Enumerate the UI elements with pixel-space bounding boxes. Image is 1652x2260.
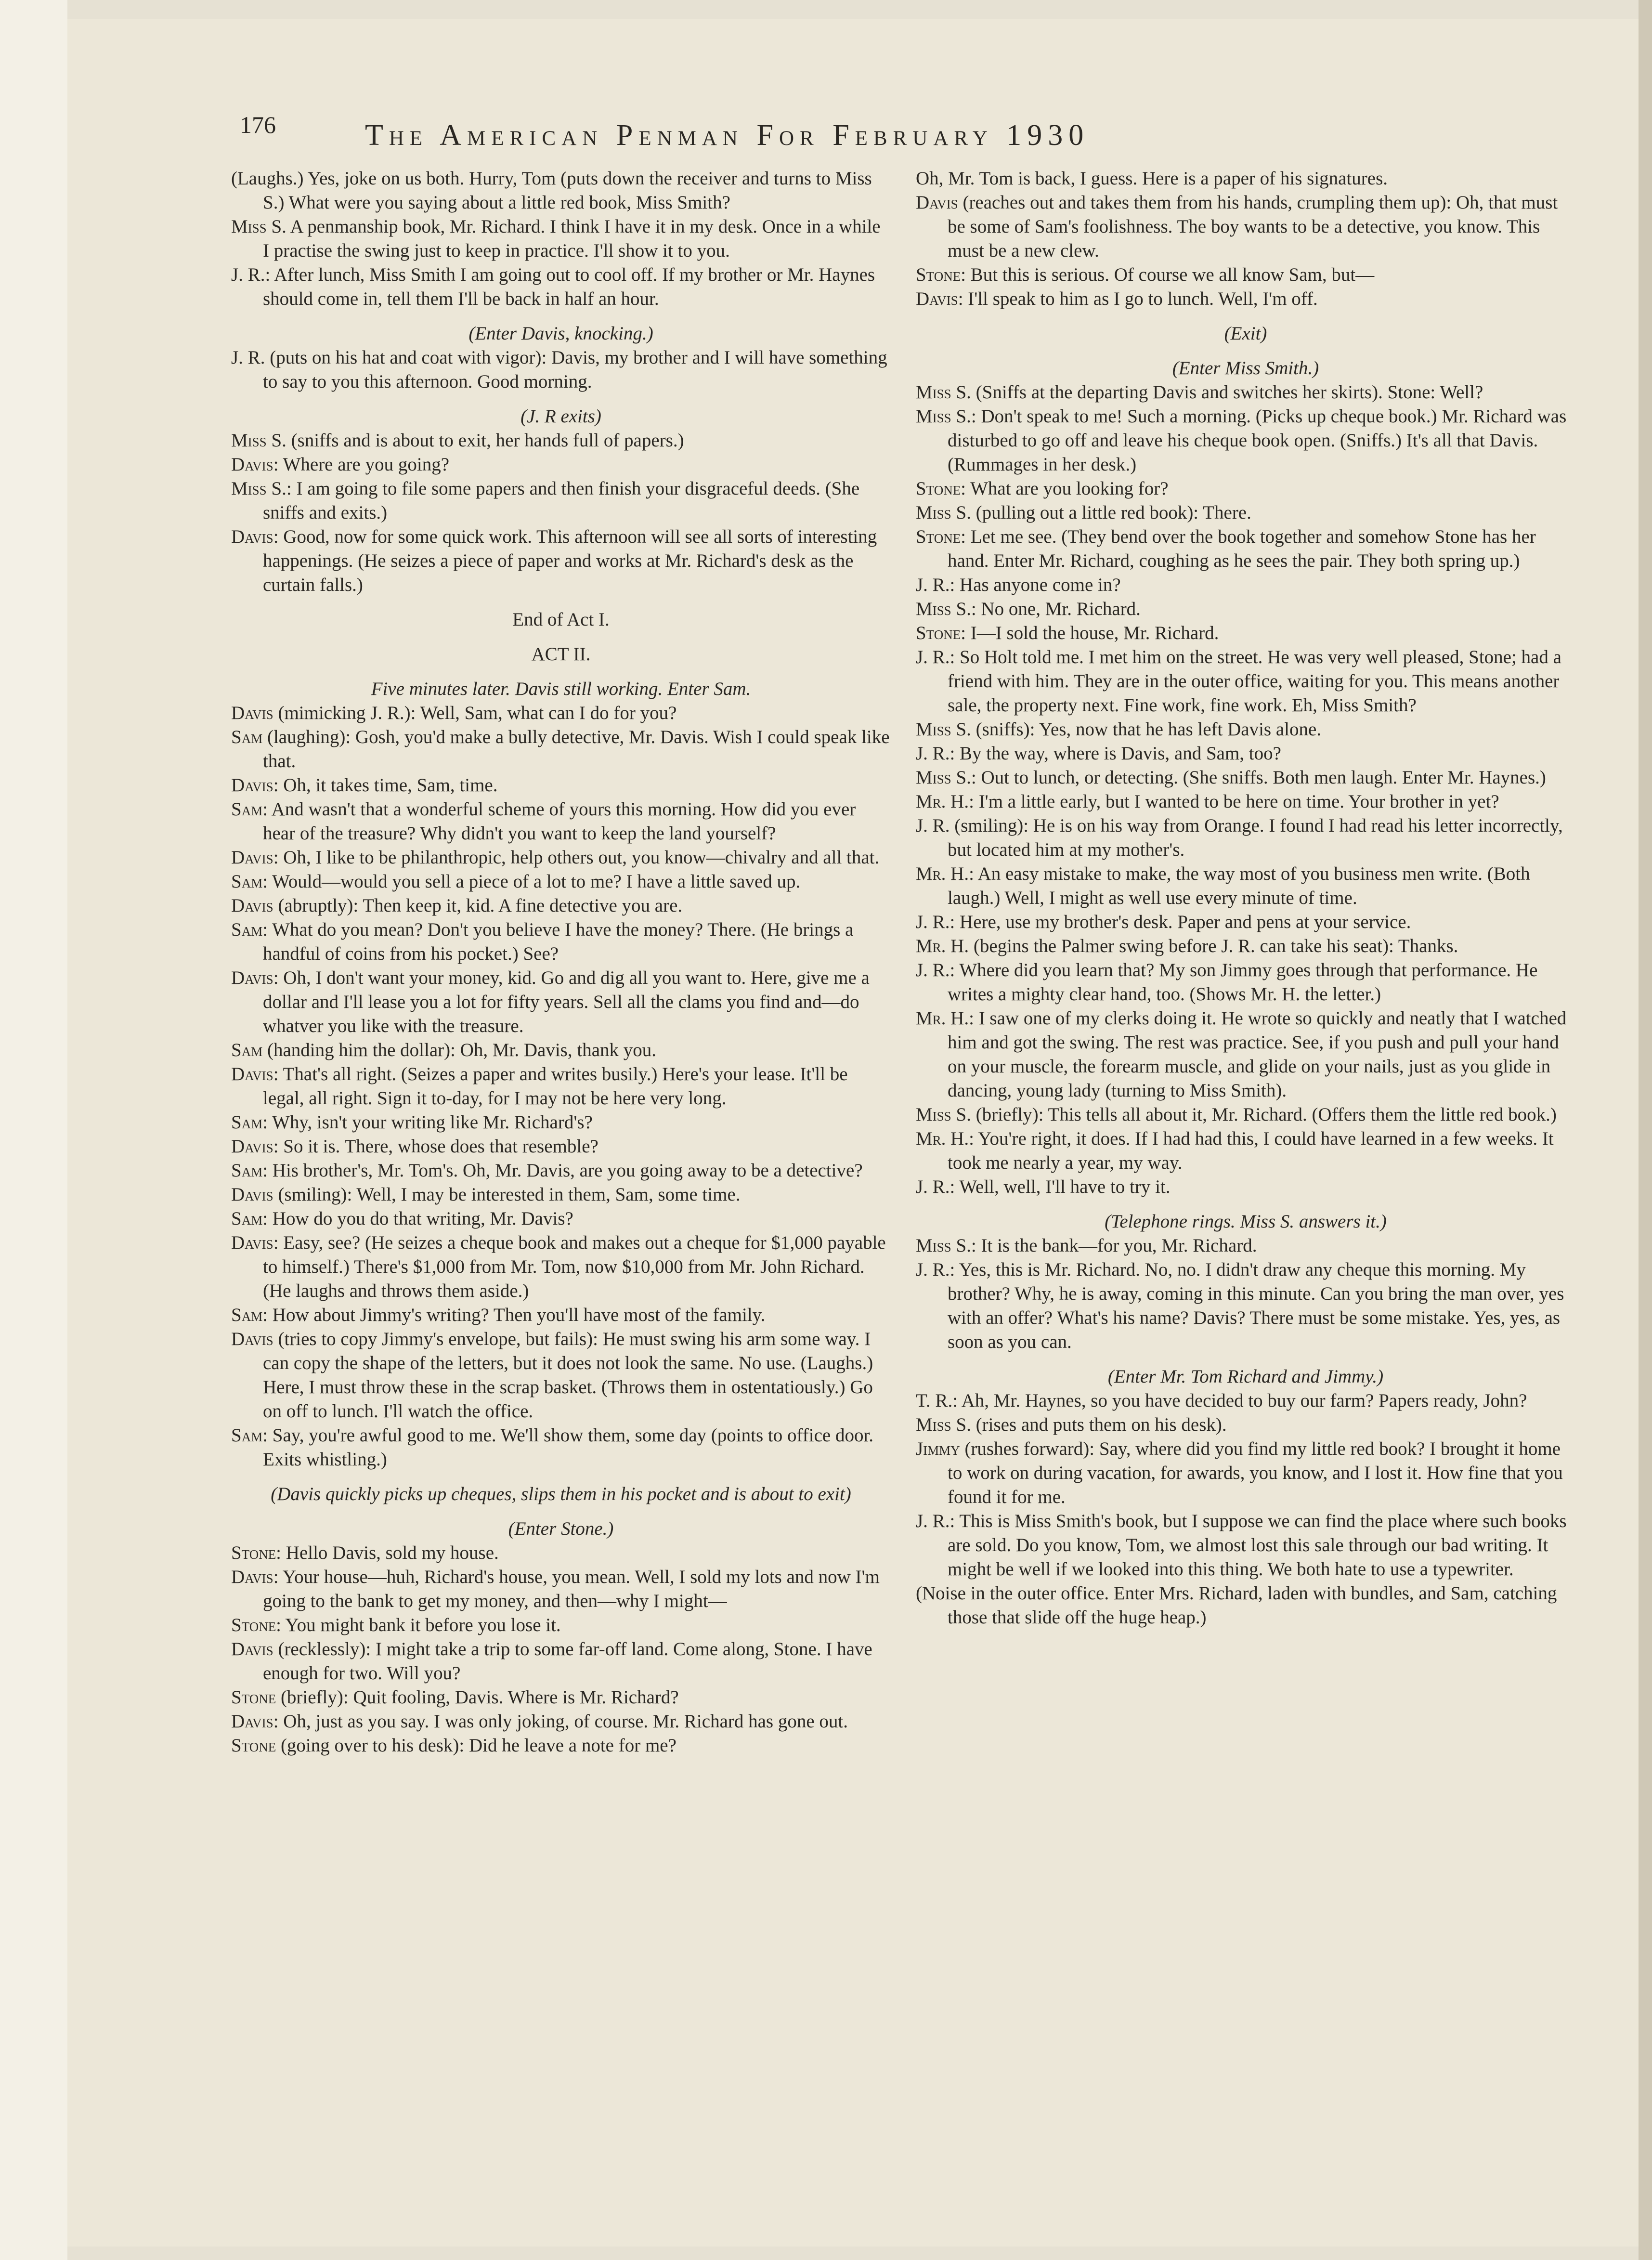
speaker-name: Miss S. [231, 216, 286, 237]
line-text: (sniffs and is about to exit, her hands full of papers.) [291, 430, 684, 451]
line-text: So it is. There, whose does that resemble? [283, 1136, 598, 1157]
script-line [231, 525, 891, 597]
script-line [231, 453, 891, 477]
line-text: (Noise in the outer office. Enter Mrs. Richard, laden with bundles, and Sam, catching those that slide off the huge heap.) [916, 1583, 1557, 1628]
speaker-name: Davis: [231, 1064, 279, 1084]
line-text: You might bank it before you lose it. [285, 1615, 561, 1635]
line-text: Don't speak to me! Such a morning. (Picks up cheque book.) Mr. Richard was disturbed to go off and leave his cheque book open. (Sniffs.) It's all that Davis. (Rummages in her desk.) [948, 406, 1567, 475]
script-line [231, 346, 891, 394]
line-text: (Enter Miss Smith.) [1172, 358, 1319, 379]
speaker-name: J. R.: [916, 960, 955, 980]
speaker-name: Davis: [231, 526, 279, 547]
script-line [916, 910, 1575, 934]
script-line [916, 525, 1575, 573]
line-text: Yes, this is Mr. Richard. No, no. I didn't draw any cheque this morning. My brother? Why, he is away, coming in this minute. Can you bring the man over, yes with an offer? What's his name? Davis? There must be some mistake. Yes, yes, as soon as you can. [948, 1259, 1564, 1352]
script-line [231, 1110, 891, 1135]
speaker-name: J. R.: [916, 912, 955, 932]
script-line [231, 1207, 891, 1231]
line-text: Five minutes later. Davis still working. Enter Sam. [371, 679, 751, 699]
script-line [916, 1413, 1575, 1437]
line-text: It is the bank—for you, Mr. Richard. [981, 1235, 1257, 1256]
line-text: (abruptly): Then keep it, kid. A fine detective you are. [278, 895, 683, 916]
script-line [231, 263, 891, 311]
line-text: Why, isn't your writing like Mr. Richard's? [272, 1112, 593, 1133]
speaker-name: Mr. H. [916, 936, 969, 956]
script-line [916, 322, 1575, 346]
line-text: Easy, see? (He seizes a cheque book and makes out a cheque for $1,000 payable to himself.) There's $1,000 from Mr. Tom, now $10,000 from Mr. John Richard. (He laughs and throws them aside.) [263, 1232, 886, 1301]
script-line [231, 1135, 891, 1159]
script-line [231, 677, 891, 701]
script-line [916, 380, 1575, 405]
script-line [231, 1327, 891, 1424]
speaker-name: Miss S.: [231, 478, 292, 499]
script-line [916, 1389, 1575, 1413]
speaker-name: Miss S.: [916, 406, 976, 427]
script-line [231, 405, 891, 429]
script-line [916, 1127, 1575, 1175]
line-text: Where are you going? [283, 454, 449, 475]
script-line [916, 501, 1575, 525]
script-line [916, 1509, 1575, 1581]
line-text: Oh, Mr. Tom is back, I guess. Here is a paper of his signatures. [916, 168, 1388, 189]
script-line [916, 287, 1575, 311]
line-text: What do you mean? Don't you believe I have the money? There. (He brings a handful of coins from his pocket.) See? [263, 919, 854, 964]
script-line [916, 1234, 1575, 1258]
speaker-name: Sam: [231, 871, 268, 892]
script-line [916, 718, 1575, 742]
line-text: (Laughs.) Yes, joke on us both. Hurry, Tom (puts down the receiver and turns to Miss S.) What were you saying about a little red book, Miss Smith? [231, 168, 872, 213]
line-text: (rushes forward): Say, where did you find my little red book? I brought it home to work on during vacation, for awards, you know, and I lost it. How fine that you found it for me. [948, 1438, 1563, 1507]
line-text: (J. R exits) [520, 406, 601, 427]
script-line [916, 1581, 1575, 1630]
line-text: (pulling out a little red book): There. [976, 502, 1251, 523]
speaker-name: Sam: [231, 1160, 268, 1181]
speaker-name: Sam [231, 1040, 263, 1060]
line-text: End of Act I. [512, 609, 610, 630]
line-text: No one, Mr. Richard. [981, 599, 1141, 619]
speaker-name: Davis: [231, 1711, 279, 1732]
speaker-name: J. R. [916, 815, 950, 836]
speaker-name: J. R.: [916, 575, 955, 595]
script-line [916, 1006, 1575, 1103]
script-line [231, 608, 891, 632]
line-text: (rises and puts them on his desk). [976, 1414, 1227, 1435]
speaker-name: Davis: [916, 288, 963, 309]
script-line [231, 1517, 891, 1541]
script-line [231, 1424, 891, 1472]
line-text: His brother's, Mr. Tom's. Oh, Mr. Davis, are you going away to be a detective? [272, 1160, 863, 1181]
speaker-name: Stone: [916, 623, 966, 643]
speaker-name: Davis: [231, 1567, 279, 1587]
script-line [231, 1637, 891, 1685]
script-line [231, 1685, 891, 1710]
line-text: (begins the Palmer swing before J. R. can take his seat): Thanks. [973, 936, 1458, 956]
line-text: So Holt told me. I met him on the street. He was very well pleased, Stone; had a friend with him. They are in the outer office, waiting for you. This means another sale, the property next. Fine work, fine work. Eh, Miss Smith? [948, 647, 1561, 716]
script-line [231, 894, 891, 918]
speaker-name: Miss S. [916, 382, 971, 403]
line-text: (puts on his hat and coat with vigor): Davis, my brother and I will have something to say to you this afternoon. Good morning. [263, 347, 887, 392]
speaker-name: Stone [231, 1735, 276, 1756]
script-line [916, 191, 1575, 263]
speaker-name: Davis [231, 1639, 273, 1659]
script-line [231, 966, 891, 1038]
script-line [231, 870, 891, 894]
line-text: Has anyone come in? [960, 575, 1121, 595]
script-line [916, 167, 1575, 191]
speaker-name: Miss S.: [916, 599, 976, 619]
speaker-name: Davis: [231, 967, 279, 988]
line-text: (Enter Stone.) [508, 1518, 614, 1539]
line-text: (recklessly): I might take a trip to some far-off land. Come along, Stone. I have enough for two. Will you? [263, 1639, 872, 1684]
speaker-name: J. R.: [916, 1259, 955, 1280]
speaker-name: J. R.: [231, 264, 271, 285]
right-column [916, 167, 1575, 1630]
line-text: I saw one of my clerks doing it. He wrote so quickly and neatly that I watched him and got the swing. The rest was practice. See, if you push and pull your hand on your muscle, the forearm muscle, and glide on your nails, just as you glide in dancing, young lady (turning to Miss Smith). [948, 1008, 1567, 1101]
speaker-name: Davis [916, 192, 958, 213]
line-text: Where did you learn that? My son Jimmy goes through that performance. He writes a mighty clear hand, too. (Shows Mr. H. the letter.) [948, 960, 1538, 1005]
script-line [916, 621, 1575, 645]
line-text: (Enter Davis, knocking.) [468, 323, 653, 344]
speaker-name: Davis [231, 895, 273, 916]
speaker-name: J. R.: [916, 743, 955, 764]
speaker-name: Davis [231, 1329, 273, 1349]
script-line [231, 797, 891, 846]
line-text: Your house—huh, Richard's house, you mean. Well, I sold my lots and now I'm going to the bank to get my money, and then—why I might— [263, 1567, 880, 1611]
speaker-name: Sam: [231, 1208, 268, 1229]
script-line [916, 356, 1575, 380]
speaker-name: J. R. [231, 347, 265, 368]
line-text: (smiling): He is on his way from Orange. I found I had read his letter incorrectly, but located him at my mother's. [948, 815, 1563, 860]
script-line [231, 1710, 891, 1734]
script-line [231, 701, 891, 725]
script-line [231, 1482, 891, 1506]
line-text: That's all right. (Seizes a paper and writes busily.) Here's your lease. It'll be legal, all right. Sign it to-day, for I may not be here very long. [263, 1064, 848, 1109]
speaker-name: Mr. H.: [916, 1008, 974, 1029]
speaker-name: Miss S.: [916, 767, 976, 788]
speaker-name: Davis [231, 1184, 273, 1205]
line-text: By the way, where is Davis, and Sam, too? [960, 743, 1281, 764]
speaker-name: Mr. H.: [916, 863, 974, 884]
speaker-name: Sam [231, 727, 263, 747]
line-text: I'll speak to him as I go to lunch. Well, I'm off. [968, 288, 1318, 309]
speaker-name: Davis: [231, 775, 279, 796]
script-line [916, 1210, 1575, 1234]
line-text: You're right, it does. If I had had this, I could have learned in a few weeks. It took me nearly a year, my way. [948, 1128, 1554, 1173]
speaker-name: Miss S. [916, 1414, 971, 1435]
speaker-name: Davis [231, 703, 273, 723]
speaker-name: Sam: [231, 1112, 268, 1133]
line-text: Say, you're awful good to me. We'll show them, some day (points to office door. Exits whistling.) [263, 1425, 874, 1470]
line-text: (Davis quickly picks up cheques, slips them in his pocket and is about to exit) [271, 1484, 851, 1504]
line-text: (mimicking J. R.): Well, Sam, what can I do for you? [278, 703, 677, 723]
line-text: (Sniffs at the departing Davis and switches her skirts). Stone: Well? [976, 382, 1483, 403]
script-line [916, 1258, 1575, 1354]
line-text: Oh, just as you say. I was only joking, of course. Mr. Richard has gone out. [283, 1711, 848, 1732]
line-text: Oh, it takes time, Sam, time. [283, 775, 498, 796]
speaker-name: Sam: [231, 799, 268, 820]
line-text: (briefly): This tells all about it, Mr. Richard. (Offers them the little red book.) [976, 1104, 1557, 1125]
left-column [231, 167, 891, 1758]
script-line [231, 429, 891, 453]
line-text: Good, now for some quick work. This afternoon will see all sorts of interesting happenings. (He seizes a piece of paper and works at Mr. Richard's desk as the curtain falls.) [263, 526, 877, 595]
script-line [916, 477, 1575, 501]
script-line [231, 773, 891, 797]
script-line [916, 573, 1575, 597]
speaker-name: Stone: [231, 1542, 282, 1563]
line-text: (laughing): Gosh, you'd make a bully detective, Mr. Davis. Wish I could speak like that. [263, 727, 890, 771]
script-line [916, 645, 1575, 718]
line-text: (going over to his desk): Did he leave a note for me? [280, 1735, 676, 1756]
speaker-name: Miss S. [916, 1104, 971, 1125]
speaker-name: Mr. H.: [916, 1128, 974, 1149]
script-line [916, 862, 1575, 910]
line-text: What are you looking for? [970, 478, 1169, 499]
script-line [231, 477, 891, 525]
script-line [916, 958, 1575, 1006]
script-line [916, 742, 1575, 766]
script-line [916, 405, 1575, 477]
speaker-name: Sam: [231, 1425, 268, 1446]
page-number: 176 [240, 111, 276, 138]
running-header [0, 109, 1652, 162]
line-text: Here, use my brother's desk. Paper and pens at your service. [960, 912, 1411, 932]
line-text: (sniffs): Yes, now that he has left Davis alone. [976, 719, 1322, 740]
script-line [231, 1541, 891, 1565]
script-line [916, 597, 1575, 621]
speaker-name: T. R.: [916, 1390, 958, 1411]
line-text: An easy mistake to make, the way most of you business men write. (Both laugh.) Well, I might as well use every minute of time. [948, 863, 1530, 908]
script-line [231, 1038, 891, 1062]
speaker-name: Davis: [231, 1136, 279, 1157]
script-line [231, 1159, 891, 1183]
script-line [231, 1231, 891, 1303]
speaker-name: Stone: [916, 526, 966, 547]
script-line [231, 725, 891, 773]
script-line [231, 1565, 891, 1613]
script-line [916, 790, 1575, 814]
script-line [916, 766, 1575, 790]
speaker-name: Miss S. [231, 430, 286, 451]
line-text: (smiling): Well, I may be interested in them, Sam, some time. [278, 1184, 741, 1205]
script-line [916, 934, 1575, 958]
line-text: How about Jimmy's writing? Then you'll have most of the family. [272, 1305, 766, 1325]
speaker-name: J. R.: [916, 1176, 955, 1197]
line-text: Well, well, I'll have to try it. [959, 1176, 1171, 1197]
speaker-name: Stone [231, 1687, 276, 1708]
speaker-name: Sam: [231, 919, 268, 940]
script-line [231, 215, 891, 263]
speaker-name: Davis: [231, 454, 279, 475]
line-text: I—I sold the house, Mr. Richard. [970, 623, 1219, 643]
script-line [231, 846, 891, 870]
line-text: This is Miss Smith's book, but I suppose we can find the place where such books are sold. Do you know, Tom, we almost lost this sale through our bad writing. It might be well if we looked into this thing. We both hate to use a typewriter. [948, 1511, 1567, 1580]
line-text: But this is serious. Of course we all know Sam, but— [970, 264, 1375, 285]
line-text: Out to lunch, or detecting. (She sniffs. Both men laugh. Enter Mr. Haynes.) [981, 767, 1546, 788]
line-text: Would—would you sell a piece of a lot to me? I have a little saved up. [272, 871, 801, 892]
speaker-name: Miss S.: [916, 1235, 976, 1256]
script-line [231, 1183, 891, 1207]
script-line [916, 1437, 1575, 1509]
script-line [231, 1613, 891, 1637]
line-text: (tries to copy Jimmy's envelope, but fails): He must swing his arm some way. I can copy the shape of the letters, but it does not look the same. No use. (Laughs.) Here, I must throw these in the scrap basket. (Throws them in ostentatiously.) Go on off to lunch. I'll watch the office. [263, 1329, 873, 1422]
script-line [916, 1365, 1575, 1389]
speaker-name: Jimmy [916, 1438, 960, 1459]
script-line [916, 1175, 1575, 1199]
line-text: ACT II. [531, 644, 591, 665]
line-text: (Exit) [1224, 323, 1267, 344]
script-line [916, 1103, 1575, 1127]
script-line [231, 1734, 891, 1758]
page-margin-left [0, 0, 67, 2260]
line-text: I am going to file some papers and then finish your disgraceful deeds. (She sniffs and exits.) [263, 478, 860, 523]
script-line [231, 642, 891, 666]
speaker-name: Miss S. [916, 502, 971, 523]
speaker-name: J. R.: [916, 1511, 955, 1531]
script-line [231, 1303, 891, 1327]
speaker-name: Mr. H.: [916, 791, 974, 812]
speaker-name: Miss S. [916, 719, 971, 740]
line-text: I'm a little early, but I wanted to be here on time. Your brother in yet? [978, 791, 1499, 812]
line-text: A penmanship book, Mr. Richard. I think I have it in my desk. Once in a while I practise the swing just to keep in practice. I'll show it to you. [263, 216, 881, 261]
script-line [231, 167, 891, 215]
line-text: (reaches out and takes them from his hands, crumpling them up): Oh, that must be some of Sam's foolishness. The boy wants to be a detective, you know. This must be a new clew. [948, 192, 1558, 261]
line-text: Ah, Mr. Haynes, so you have decided to buy our farm? Papers ready, John? [961, 1390, 1527, 1411]
speaker-name: Davis: [231, 1232, 279, 1253]
line-text: (Enter Mr. Tom Richard and Jimmy.) [1107, 1366, 1384, 1387]
speaker-name: Davis: [231, 847, 279, 868]
line-text: After lunch, Miss Smith I am going out to cool off. If my brother or Mr. Haynes should come in, tell them I'll be back in half an hour. [263, 264, 875, 309]
line-text: Let me see. (They bend over the book together and somehow Stone has her hand. Enter Mr. Richard, coughing as he sees the pair. They both spring up.) [948, 526, 1536, 571]
line-text: (briefly): Quit fooling, Davis. Where is Mr. Richard? [280, 1687, 679, 1708]
script-line [231, 918, 891, 966]
speaker-name: Stone: [231, 1615, 282, 1635]
line-text: Oh, I like to be philanthropic, help others out, you know—chivalry and all that. [283, 847, 880, 868]
line-text: (Telephone rings. Miss S. answers it.) [1105, 1211, 1387, 1232]
line-text: How do you do that writing, Mr. Davis? [272, 1208, 573, 1229]
journal-title: The American Penman For February 1930 [365, 119, 1090, 152]
line-text: (handing him the dollar): Oh, Mr. Davis, thank you. [267, 1040, 657, 1060]
speaker-name: Sam: [231, 1305, 268, 1325]
line-text: And wasn't that a wonderful scheme of yours this morning. How did you ever hear of the treasure? Why didn't you want to keep the land yourself? [263, 799, 856, 844]
page-edge-right [1639, 0, 1652, 2260]
script-line [916, 263, 1575, 287]
speaker-name: Stone: [916, 264, 966, 285]
speaker-name: Stone: [916, 478, 966, 499]
script-line [231, 322, 891, 346]
line-text: Hello Davis, sold my house. [286, 1542, 499, 1563]
script-line [231, 1062, 891, 1110]
line-text: Oh, I don't want your money, kid. Go and dig all you want to. Here, give me a dollar and I'll lease you a lot for fifty years. Sell all the clams you find and—do whatver you like with the treasure. [263, 967, 870, 1036]
speaker-name: J. R.: [916, 647, 955, 667]
script-line [916, 814, 1575, 862]
